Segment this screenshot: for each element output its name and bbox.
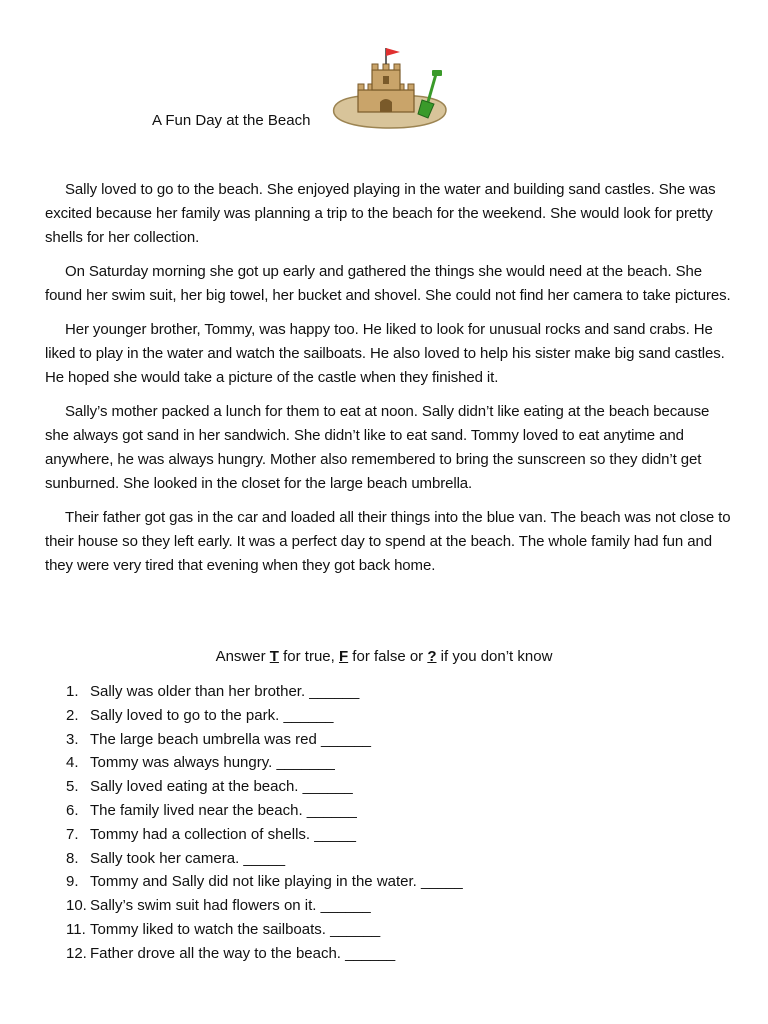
question-number: 8. bbox=[66, 849, 79, 867]
question-number: 9. bbox=[66, 873, 79, 891]
question-item bbox=[66, 847, 463, 871]
question-text: Sally’s swim suit had flowers on it. ______ bbox=[90, 897, 371, 915]
page-title: A Fun Day at the Beach bbox=[152, 112, 311, 129]
question-number: 5. bbox=[66, 778, 79, 796]
question-item bbox=[66, 942, 463, 966]
question-number: 4. bbox=[66, 754, 79, 772]
question-text: The large beach umbrella was red ______ bbox=[90, 730, 372, 748]
story-paragraph: On Saturday morning she got up early and gathered the things she would need at the beach. She found her swim suit, her big towel, her bucket and shovel. She could not find her camera to take pictures. bbox=[45, 263, 731, 304]
question-text: Tommy had a collection of shells. _____ bbox=[90, 825, 356, 843]
story-paragraph: Her younger brother, Tommy, was happy too. He liked to look for unusual rocks and sand crabs. He liked to play in the water and watch the sailboats. He also loved to help his sister make big sand castles. He hoped she would take a picture of the castle when they finished it. bbox=[45, 321, 725, 386]
question-number: 1. bbox=[66, 683, 79, 700]
question-text: Father drove all the way to the beach. ______ bbox=[90, 944, 396, 962]
question-item bbox=[66, 704, 463, 728]
instructions-text: Answer bbox=[215, 648, 270, 665]
question-number: 2. bbox=[66, 706, 79, 724]
question-item bbox=[66, 751, 463, 775]
answer-instructions bbox=[0, 646, 768, 668]
false-key: F bbox=[338, 648, 349, 665]
question-item bbox=[66, 870, 463, 894]
story-text bbox=[45, 178, 735, 588]
question-item bbox=[66, 823, 463, 847]
question-item bbox=[66, 728, 463, 752]
question-number: 7. bbox=[66, 825, 79, 843]
question-number: 11. bbox=[66, 920, 86, 938]
question-number: 10. bbox=[66, 897, 87, 915]
question-number: 12. bbox=[66, 944, 87, 962]
question-item bbox=[66, 918, 463, 942]
question-list bbox=[66, 680, 463, 966]
question-item bbox=[66, 680, 463, 704]
question-text: Sally loved to go to the park. ______ bbox=[90, 706, 334, 724]
instructions-text: for true, bbox=[278, 648, 339, 665]
sandcastle-icon bbox=[328, 44, 452, 132]
question-text: Sally took her camera. _____ bbox=[90, 849, 286, 867]
story-paragraph: Sally loved to go to the beach. She enjoyed playing in the water and building sand castles. She was excited because her family was planning a trip to the beach for the weekend. She would look for pretty shells for her collection. bbox=[45, 181, 716, 246]
question-text: Tommy liked to watch the sailboats. ______ bbox=[90, 920, 381, 938]
question-text: Sally loved eating at the beach. ______ bbox=[90, 778, 353, 796]
story-paragraph: Their father got gas in the car and loaded all their things into the blue van. The beach was not close to their house so they left early. It was a perfect day to spend at the beach. The whole family had fun and they were very tired that evening when they got back home. bbox=[45, 509, 731, 574]
question-text: The family lived near the beach. ______ bbox=[90, 801, 357, 819]
question-text: Tommy was always hungry. _______ bbox=[90, 754, 335, 772]
question-text: Sally was older than her brother. ______ bbox=[90, 683, 360, 700]
instructions-text: if you don’t know bbox=[436, 648, 553, 665]
story-paragraph: Sally’s mother packed a lunch for them to eat at noon. Sally didn’t like eating at the beach because she always got sand in her sandwich. She didn’t like to eat sand. Tommy loved to eat anytime and anywhere, he was always hungry. Mother also remembered to bring the sunscreen so they didn’t get sunburned. She looked in the closet for the large beach umbrella. bbox=[45, 403, 710, 492]
question-text: Tommy and Sally did not like playing in the water. _____ bbox=[90, 873, 463, 891]
true-key: T bbox=[269, 648, 279, 665]
unknown-key: ? bbox=[427, 648, 437, 665]
question-item bbox=[66, 775, 463, 799]
question-number: 6. bbox=[66, 801, 79, 819]
question-number: 3. bbox=[66, 730, 79, 748]
question-item bbox=[66, 894, 463, 918]
question-item bbox=[66, 799, 463, 823]
instructions-text: for false or bbox=[348, 648, 428, 665]
